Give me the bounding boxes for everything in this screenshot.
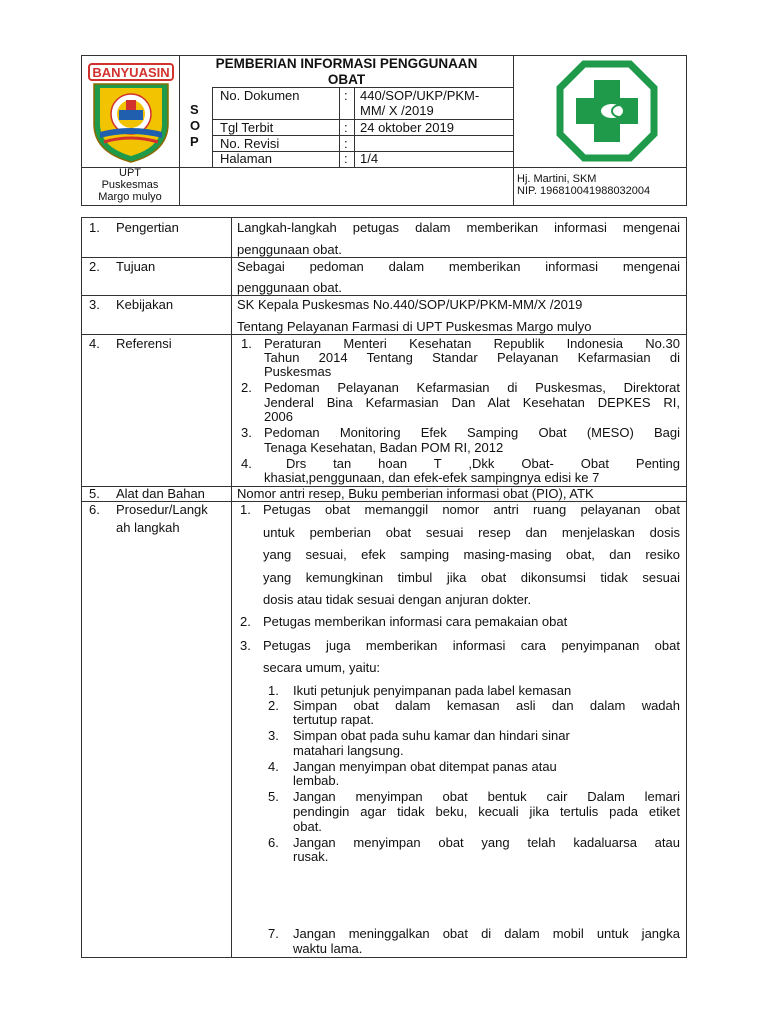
ref-line: 2006	[264, 409, 293, 424]
sop-letter-p: P	[190, 134, 199, 149]
substep-line: matahari langsung.	[293, 743, 404, 758]
doc-value-tglterbit: 24 oktober 2019	[360, 120, 454, 135]
pengertian-line-1: Langkah-langkah petugas dalam memberikan informasi mengenai	[237, 220, 680, 235]
page-title	[181, 56, 512, 88]
substep-line: rusak.	[293, 849, 329, 864]
kebijakan-line-2: Tentang Pelayanan Farmasi di UPT Puskesmas Margo mulyo	[237, 319, 592, 334]
step-line: Petugas juga memberikan informasi cara penyimpanan obat	[263, 638, 680, 653]
signer-nip: NIP. 196810041988032004	[517, 185, 651, 197]
section-number: 2.	[89, 259, 100, 274]
step-line: Petugas memberikan informasi cara pemakaian obat	[263, 614, 568, 629]
colon: :	[344, 151, 348, 166]
step-number: 1.	[240, 502, 251, 517]
section-label-alat: Alat dan Bahan	[116, 486, 205, 501]
sop-letter-s: S	[190, 102, 199, 117]
section-number: 4.	[89, 336, 100, 351]
substep-number: 6.	[268, 835, 279, 850]
org-name	[82, 167, 178, 203]
substep-number: 2.	[268, 698, 279, 713]
ref-line: Peraturan Menteri Kesehatan Republik Indonesia No.30	[264, 336, 680, 351]
substep-number: 1.	[268, 683, 279, 698]
step-line: yang kemungkinan timbul jika obat dikonsumsi tidak sesuai	[263, 570, 680, 585]
substep-line: pendingin agar tidak beku, kecuali jika tertulis pada etiket	[293, 804, 680, 819]
step-number: 3.	[240, 638, 251, 653]
section-number: 5.	[89, 486, 100, 501]
ref-number: 3.	[241, 425, 252, 440]
puskesmas-logo	[556, 60, 658, 162]
org-line-1: UPT	[119, 167, 141, 179]
ref-line: Puskesmas	[264, 364, 332, 379]
org-line-3: Margo mulyo	[98, 191, 162, 203]
step-number: 2.	[240, 614, 251, 629]
colon: :	[344, 136, 348, 151]
doc-label-tglterbit: Tgl Terbit	[220, 120, 274, 135]
ref-line: Tahun 2014 Tentang Standar Pelayanan Kefarmasian di	[264, 350, 680, 365]
org-line-2: Puskesmas	[101, 179, 159, 191]
step-line: dosis atau tidak sesuai dengan anjuran dokter.	[263, 592, 532, 607]
doc-label-norevisi: No. Revisi	[220, 136, 280, 151]
tujuan-line-1: Sebagai pedoman dalam memberikan informasi mengenai	[237, 259, 680, 274]
section-label-pengertian: Pengertian	[116, 220, 179, 235]
substep-line: waktu lama.	[293, 941, 363, 956]
section-number: 1.	[89, 220, 100, 235]
doc-value-halaman: 1/4	[360, 151, 379, 166]
doc-label-halaman: Halaman	[220, 151, 273, 166]
substep-number: 4.	[268, 759, 279, 774]
ref-line: khasiat,penggunaan, dan efek-efek sampingnya edisi ke 7	[264, 470, 600, 485]
ref-line: Tenaga Kesehatan, Badan POM RI, 2012	[264, 440, 504, 455]
ref-line: Pedoman Monitoring Efek Samping Obat (MESO) Bagi	[264, 425, 680, 440]
substep-line: Simpan obat pada suhu kamar dan hindari sinar	[293, 728, 570, 743]
signer-name: Hj. Martini, SKM	[517, 173, 597, 185]
substep-number: 3.	[268, 728, 279, 743]
ref-line: Jenderal Bina Kefarmasian Dan Alat Kesehatan DEPKES RI,	[264, 395, 680, 410]
banyuasin-logo	[86, 62, 176, 164]
substep-line: obat.	[293, 819, 322, 834]
ref-number: 2.	[241, 380, 252, 395]
ref-line: Drs tan hoan T ,Dkk Obat- Obat Penting	[286, 456, 680, 471]
section-label-prosedur-2: ah langkah	[116, 520, 180, 535]
step-line: untuk pemberian obat sesuai resep dan menjelaskan dosis	[263, 525, 680, 540]
kebijakan-line-1: SK Kepala Puskesmas No.440/SOP/UKP/PKM-MM/X /2019	[237, 297, 583, 312]
substep-number: 7.	[268, 926, 279, 941]
section-label-tujuan: Tujuan	[116, 259, 156, 274]
alat-line-1: Nomor antri resep, Buku pemberian informasi obat (PIO), ATK	[237, 486, 594, 501]
logo-text: BANYUASIN	[92, 65, 170, 80]
section-label-prosedur-1: Prosedur/Langk	[116, 502, 208, 517]
doc-value-nodokumen-1: 440/SOP/UKP/PKM-	[360, 88, 480, 103]
ref-line: Pedoman Pelayanan Kefarmasian di Puskesmas, Direktorat	[264, 380, 680, 395]
colon: :	[344, 120, 348, 135]
title-line-1: PEMBERIAN INFORMASI PENGGUNAAN	[215, 56, 478, 71]
ref-number: 1.	[241, 336, 252, 351]
substep-line: Jangan menyimpan obat ditempat panas atau	[293, 759, 557, 774]
substep-line: Jangan menyimpan obat yang telah kadaluarsa atau	[293, 835, 680, 850]
step-line: yang sesuai, efek samping masing-masing obat, dan resiko	[263, 547, 680, 562]
substep-line: Jangan meninggalkan obat di dalam mobil untuk jangka	[293, 926, 680, 941]
doc-label-nodokumen: No. Dokumen	[220, 88, 300, 103]
substep-line: lembab.	[293, 773, 340, 788]
section-label-referensi: Referensi	[116, 336, 172, 351]
sop-letter-o: O	[190, 118, 201, 133]
ref-number: 4.	[241, 456, 252, 471]
step-line: secara umum, yaitu:	[263, 660, 381, 675]
section-label-kebijakan: Kebijakan	[116, 297, 174, 312]
colon: :	[344, 88, 348, 103]
substep-line: tertutup rapat.	[293, 712, 374, 727]
tujuan-line-2: penggunaan obat.	[237, 280, 342, 295]
doc-value-nodokumen-2: MM/ X /2019	[360, 103, 434, 118]
substep-line: Ikuti petunjuk penyimpanan pada label kemasan	[293, 683, 572, 698]
section-number: 3.	[89, 297, 100, 312]
step-line: Petugas obat memanggil nomor antri ruang pelayanan obat	[263, 502, 680, 517]
pengertian-line-2: penggunaan obat.	[237, 242, 342, 257]
section-number: 6.	[89, 502, 100, 517]
substep-line: Jangan menyimpan obat bentuk cair Dalam lemari	[293, 789, 680, 804]
substep-number: 5.	[268, 789, 279, 804]
substep-line: Simpan obat dalam kemasan asli dan dalam wadah	[293, 698, 680, 713]
title-line-2: OBAT	[327, 72, 366, 87]
